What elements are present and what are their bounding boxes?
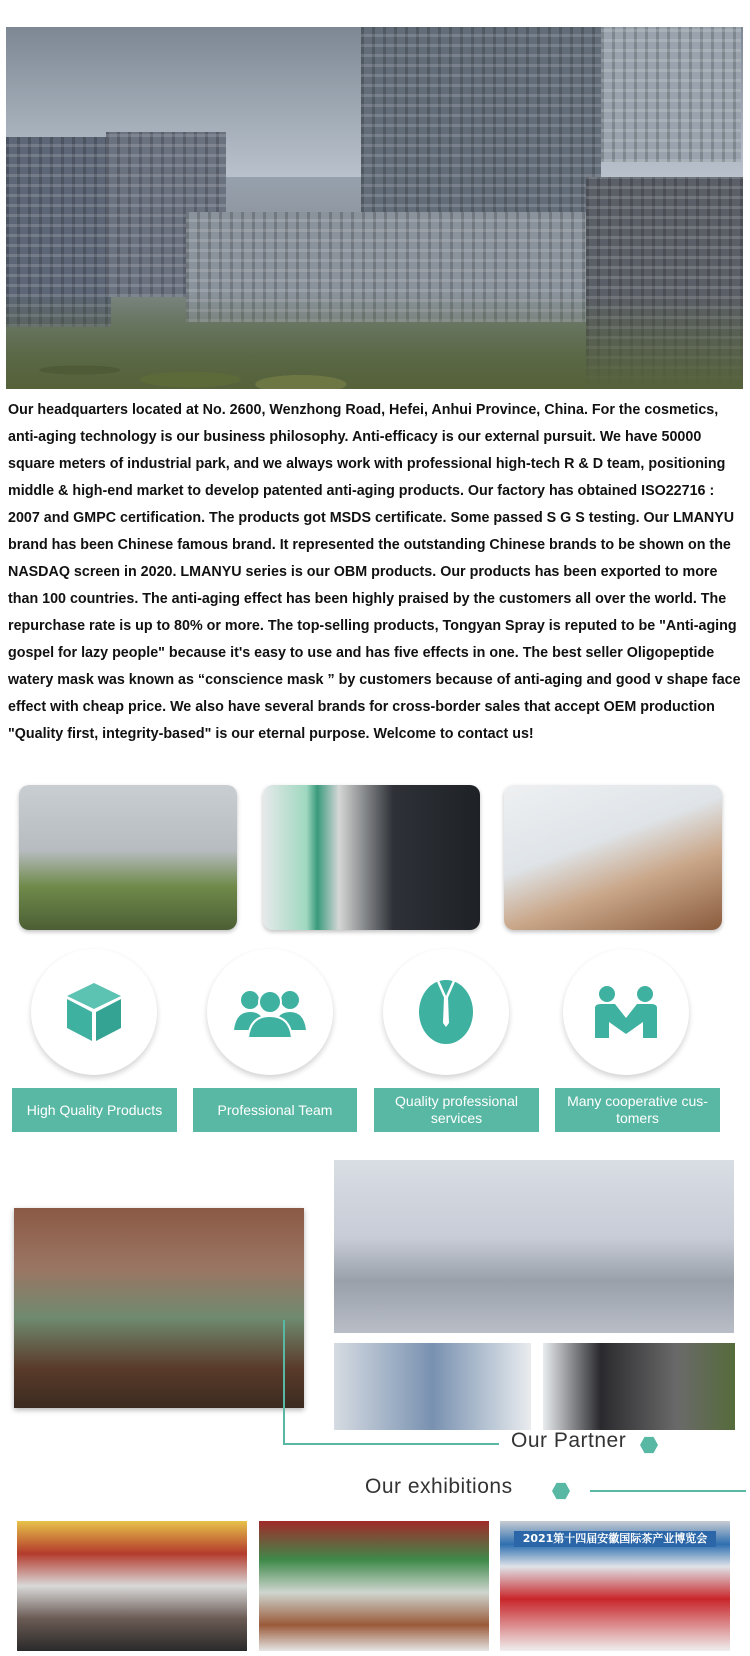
exhibitions-divider — [590, 1490, 746, 1492]
suit-icon — [418, 979, 474, 1045]
partner-hexagon-icon — [640, 1436, 658, 1454]
about-motto: "Quality first, integrity-based" is our eternal purpose. Welcome to contact us! — [8, 726, 534, 742]
company-description — [8, 397, 744, 748]
cube-icon — [64, 981, 124, 1043]
corridor-photo — [263, 785, 480, 930]
feature-label-team: Professional Team — [193, 1088, 357, 1132]
about-paragraph: Our headquarters located at No. 2600, Wenzhong Road, Hefei, Anhui Province, China. For the cosmetics, anti-aging technology is our business philosophy. Anti-efficacy is our external pursuit. We have 50000 square meters of industrial park, and we always work with professional high-tech R & D team, positioning middle & high-end market to develop patented anti-aging products. Our factory has obtained ISO22716 : 2007 and GMPC certification. The products got MSDS certificate. Some passed S G S testing. Our LMANYU brand has been Chinese famous brand. It represented the outstanding Chinese brands to be shown on the NASDAQ screen in 2020. LMANYU series is our OBM products. Our products has been exported to more than 100 countries. The anti-aging effect has been highly praised by the customers all over the world. The repurchase rate is up to 80% or more. The top-selling products, Tongyan Spray is reputed to be "Anti-aging gospel for lazy people" because it's easy to use and has five effects in one. The best seller Oligopeptide watery mask was known as “conscience mask ” by customers because of anti-aging and good v shape face effect with cheap price. We also have several brands for cross-border sales that accept OEM production — [8, 402, 741, 715]
exhibitions-title: Our exhibitions — [365, 1475, 513, 1498]
exhibition-photo-2 — [259, 1521, 489, 1651]
partner-meeting-photo — [334, 1343, 531, 1430]
headquarters-hero-image — [6, 27, 743, 389]
team-icon — [232, 984, 308, 1040]
feature-partners-circle — [563, 949, 689, 1075]
tea-inspection-photo — [14, 1208, 304, 1408]
partner-office-photo — [543, 1343, 735, 1430]
partners-icon — [593, 984, 659, 1040]
exhibition-photo-1 — [17, 1521, 247, 1651]
feature-label-customers: Many cooperative cus-tomers — [555, 1088, 720, 1132]
feature-team-circle — [207, 949, 333, 1075]
partner-visit-photo — [334, 1160, 734, 1333]
partner-divider-vertical — [283, 1320, 285, 1445]
feature-label-quality: High Quality Products — [12, 1088, 177, 1132]
exhibitions-hexagon-icon — [552, 1482, 570, 1500]
building-photo — [19, 785, 237, 930]
feature-quality-circle — [31, 949, 157, 1075]
office-photo — [504, 785, 722, 930]
partner-title: Our Partner — [511, 1429, 627, 1452]
feature-service-circle — [383, 949, 509, 1075]
partner-divider-horizontal — [283, 1443, 499, 1445]
exhibition-banner: 2021第十四届安徽国际茶产业博览会 — [514, 1531, 716, 1547]
feature-label-service: Quality professional services — [374, 1088, 539, 1132]
exhibition-photo-3 — [500, 1521, 730, 1651]
